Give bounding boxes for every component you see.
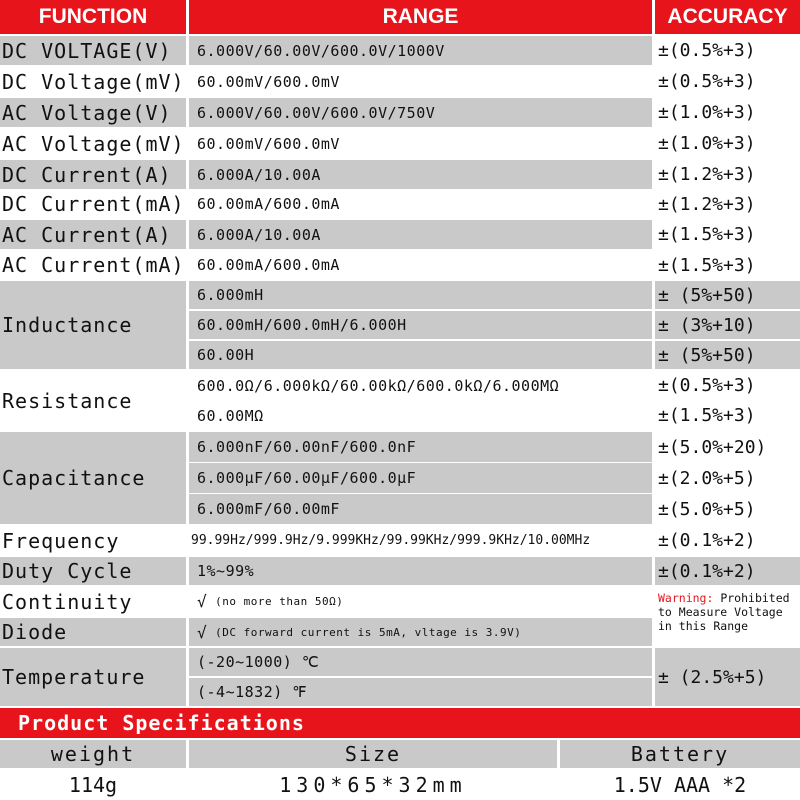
- function-temperature: Temperature: [0, 648, 186, 706]
- warning-note: [658, 591, 798, 633]
- function-capacitance: Capacitance: [0, 432, 186, 524]
- range-ac-voltage-mv: 60.00mV/600.0mV: [189, 129, 652, 158]
- function-diode: Diode: [0, 618, 186, 646]
- range-capacitance-3: 6.000mF/60.00mF: [189, 494, 652, 524]
- range-inductance-3: 60.00H: [189, 341, 652, 369]
- function-continuity: Continuity: [0, 587, 186, 616]
- accuracy-ac-voltage-mv: ±(1.0%+3): [655, 129, 800, 158]
- accuracy-inductance-1: ± (5%+50): [655, 281, 800, 309]
- range-continuity: [189, 587, 652, 616]
- accuracy-ac-current-a: ±(1.5%+3): [655, 220, 800, 249]
- accuracy-capacitance-1: ±(5.0%+20): [655, 432, 800, 462]
- header-accuracy: ACCURACY: [655, 0, 800, 34]
- function-ac-voltage-v: AC Voltage(V): [0, 98, 186, 127]
- accuracy-dc-voltage-v: ±(0.5%+3): [655, 36, 800, 65]
- range-dc-current-a: 6.000A/10.00A: [189, 160, 652, 189]
- range-dc-voltage-mv: 60.00mV/600.0mV: [189, 67, 652, 96]
- range-capacitance-2: 6.000μF/60.00μF/600.0μF: [189, 463, 652, 493]
- function-ac-voltage-mv: AC Voltage(mV): [0, 129, 186, 158]
- accuracy-frequency: ±(0.1%+2): [655, 526, 800, 555]
- accuracy-dc-voltage-mv: ±(0.5%+3): [655, 67, 800, 96]
- function-dc-voltage-v: DC VOLTAGE(V): [0, 36, 186, 65]
- function-resistance: Resistance: [0, 371, 186, 430]
- accuracy-temperature: ± (2.5%+5): [655, 648, 800, 706]
- accuracy-duty-cycle: ±(0.1%+2): [655, 557, 800, 585]
- warning-text: Prohibited to Measure Voltage in this Range: [658, 591, 790, 633]
- function-ac-current-a: AC Current(A): [0, 220, 186, 249]
- range-resistance-2: 60.00MΩ: [189, 401, 652, 430]
- range-ac-current-ma: 60.00mA/600.0mA: [189, 251, 652, 279]
- header-range: RANGE: [189, 0, 652, 34]
- accuracy-dc-current-ma: ±(1.2%+3): [655, 190, 800, 218]
- range-dc-voltage-v: 6.000V/60.00V/600.0V/1000V: [189, 36, 652, 65]
- accuracy-dc-current-a: ±(1.2%+3): [655, 160, 800, 189]
- accuracy-inductance-3: ± (5%+50): [655, 341, 800, 369]
- function-ac-current-ma: AC Current(mA): [2, 253, 185, 277]
- range-inductance-1: 6.000mH: [189, 281, 652, 309]
- diode-note: (DC forward current is 5mA, vltage is 3.9V): [215, 625, 522, 639]
- accuracy-ac-voltage-v: ±(1.0%+3): [655, 98, 800, 127]
- function-dc-current-a: DC Current(A): [0, 160, 186, 189]
- range-temperature-f: (-4~1832) ℉: [189, 678, 652, 706]
- range-duty-cycle: 1%~99%: [189, 557, 652, 585]
- range-temperature-c: (-20~1000) ℃: [189, 648, 652, 676]
- spec-value-weight: 114g: [0, 770, 186, 800]
- function-duty-cycle: Duty Cycle: [0, 557, 186, 585]
- function-inductance: Inductance: [0, 281, 186, 369]
- accuracy-capacitance-2: ±(2.0%+5): [655, 463, 800, 493]
- accuracy-ac-current-ma: ±(1.5%+3): [655, 251, 800, 279]
- accuracy-capacitance-3: ±(5.0%+5): [655, 494, 800, 524]
- product-specifications-title: Product Specifications: [0, 708, 800, 738]
- check-mark-icon: √: [197, 592, 208, 611]
- accuracy-resistance-1: ±(0.5%+3): [655, 371, 800, 400]
- range-ac-voltage-v: 6.000V/60.00V/600.0V/750V: [189, 98, 652, 127]
- header-function: FUNCTION: [0, 0, 186, 34]
- spec-header-battery: Battery: [560, 740, 800, 768]
- check-mark-icon: √: [197, 622, 208, 642]
- spec-value-size: 130*65*32mm: [189, 770, 557, 800]
- function-frequency: Frequency: [0, 526, 186, 555]
- continuity-note: (no more than 50Ω): [215, 595, 344, 608]
- range-diode: [189, 618, 652, 646]
- spec-value-battery: 1.5V AAA *2: [560, 770, 800, 800]
- range-inductance-2: 60.00mH/600.0mH/6.000H: [189, 311, 652, 339]
- accuracy-inductance-2: ± (3%+10): [655, 311, 800, 339]
- spec-header-size: Size: [189, 740, 557, 768]
- spec-header-weight: weight: [0, 740, 186, 768]
- range-capacitance-1: 6.000nF/60.00nF/600.0nF: [189, 432, 652, 462]
- range-ac-current-a: 6.000A/10.00A: [189, 220, 652, 249]
- warning-label: Warning:: [658, 591, 714, 605]
- range-frequency: 99.99Hz/999.9Hz/9.999KHz/99.99KHz/999.9KHz/10.00MHz: [189, 526, 652, 555]
- function-dc-current-ma: DC Current(mA): [2, 192, 185, 216]
- range-dc-current-ma: 60.00mA/600.0mA: [189, 190, 652, 218]
- function-dc-voltage-mv: DC Voltage(mV): [0, 67, 186, 96]
- accuracy-resistance-2: ±(1.5%+3): [655, 401, 800, 430]
- range-resistance-1: 600.0Ω/6.000kΩ/60.00kΩ/600.0kΩ/6.000MΩ: [189, 371, 652, 400]
